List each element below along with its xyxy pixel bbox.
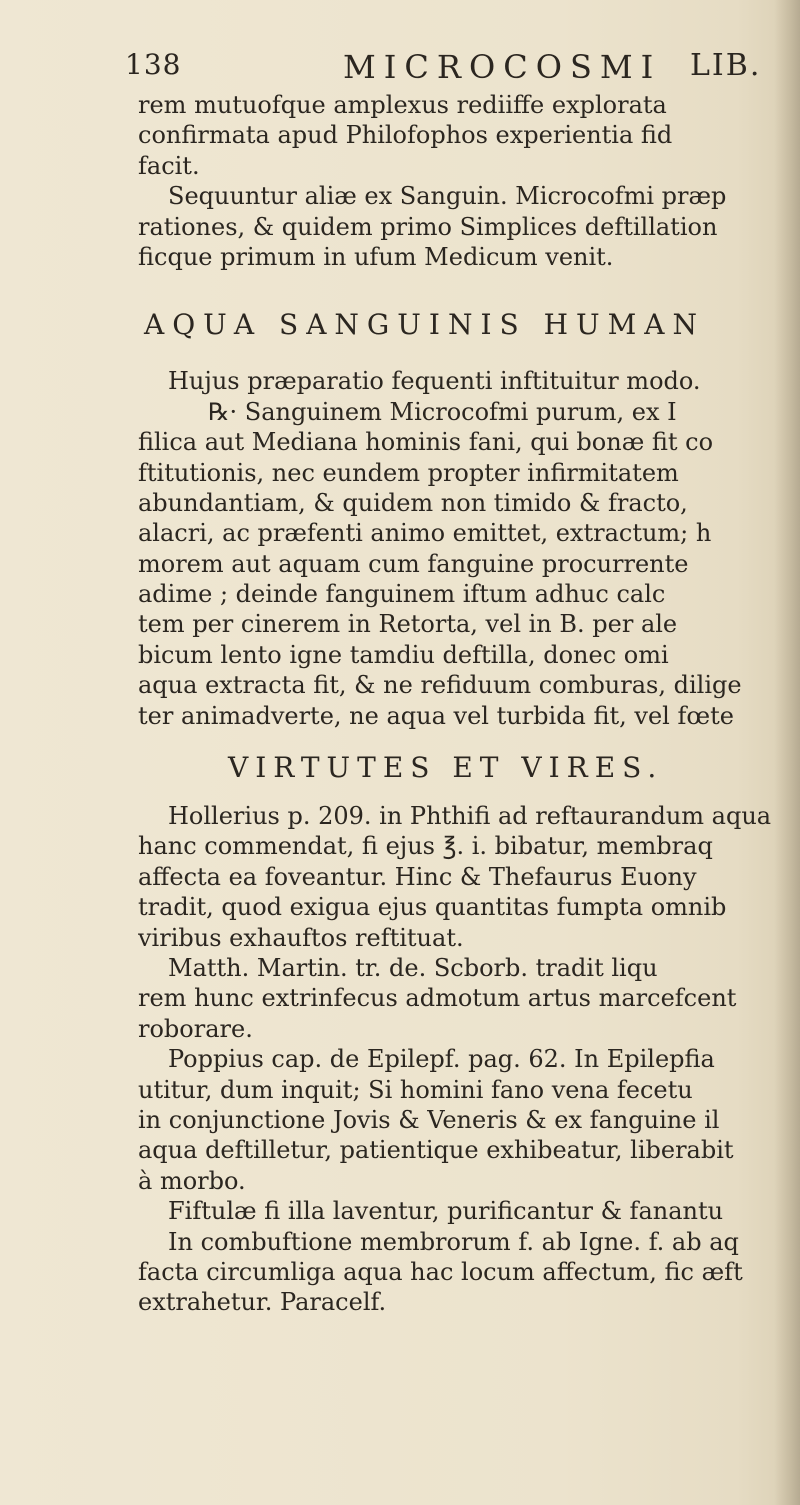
text-line: facta circumliga aqua hac locum affectum, fic æft bbox=[138, 1257, 743, 1286]
running-header bbox=[125, 48, 785, 88]
text-line: ter animadverte, ne aqua vel turbida fit, vel fœte bbox=[138, 701, 734, 730]
text-line: ficque primum in ufum Medicum venit. bbox=[138, 242, 614, 271]
text-line: ℞· Sanguinem Microcofmi purum, ex I bbox=[208, 397, 677, 426]
text-line: adime ; deinde fanguinem iftum adhuc calc bbox=[138, 580, 666, 609]
text-line: viribus exhauftos reftituat. bbox=[138, 923, 464, 952]
text-line: abundantiam, & quidem non timido & fracto, bbox=[138, 488, 688, 517]
text-line: morem aut aquam cum fanguine procurrente bbox=[138, 549, 689, 578]
text-line: tem per cinerem in Retorta, vel in B. per ale bbox=[138, 610, 678, 639]
text-line: Poppius cap. de Epilepf. pag. 62. In Epilepfia bbox=[168, 1045, 715, 1074]
text-line: rem mutuofque amplexus rediiffe explorata bbox=[138, 91, 667, 119]
text-line: rationes, & quidem primo Simplices deftillation bbox=[138, 212, 718, 241]
page-number: 138 bbox=[125, 48, 182, 81]
text-line: In combuftione membrorum f. ab Igne. f. ab aq bbox=[168, 1227, 739, 1256]
text-line: facit. bbox=[138, 151, 200, 180]
text-line: hanc commendat, fi ejus ℥. i. bibatur, membraq bbox=[138, 832, 713, 861]
text-line: confirmata apud Philofophos experientia fid bbox=[138, 121, 673, 150]
text-line: rem hunc extrinfecus admotum artus marcefcent bbox=[138, 984, 737, 1013]
text-line: Hujus præparatio fequenti inftituitur modo. bbox=[168, 367, 701, 396]
text-line: bicum lento igne tamdiu deftilla, donec omi bbox=[138, 640, 669, 669]
text-line: tradit, quod exigua ejus quantitas fumpta omnib bbox=[138, 893, 727, 922]
text-line: aqua deftilletur, patientique exhibeatur, liberabit bbox=[138, 1136, 734, 1165]
text-line: extrahetur. Paracelf. bbox=[138, 1288, 387, 1317]
text-line: in conjunctione Jovis & Veneris & ex fanguine il bbox=[138, 1105, 720, 1134]
text-line: ftitutionis, nec eundem propter infirmitatem bbox=[138, 458, 679, 487]
text-line: roborare. bbox=[138, 1014, 253, 1043]
text-line: Matth. Martin. tr. de. Scborb. tradit liqu bbox=[168, 953, 658, 982]
text-line: Hollerius p. 209. in Phthifi ad reftaurandum aqua bbox=[168, 802, 772, 831]
section-title-virtutes: VIRTUTES ET VIRES. bbox=[228, 751, 664, 785]
book-label: LIB. bbox=[690, 48, 762, 83]
spacer bbox=[138, 352, 788, 366]
text-line: affecta ea foveantur. Hinc & Thefaurus Euony bbox=[138, 862, 697, 891]
section-title-aqua: AQUA SANGUINIS HUMAN bbox=[144, 308, 706, 342]
text-line: filica aut Mediana hominis fani, qui bonæ fit co bbox=[138, 428, 714, 457]
text-line: Sequuntur aliæ ex Sanguin. Microcofmi præp bbox=[168, 182, 727, 211]
page-body bbox=[138, 90, 788, 1318]
text-line: à morbo. bbox=[138, 1166, 246, 1195]
text-line: aqua extracta fit, & ne refiduum comburas, dilige bbox=[138, 671, 742, 700]
spacer bbox=[138, 272, 788, 298]
text-line: alacri, ac præfenti animo emittet, extractum; h bbox=[138, 519, 712, 548]
text-line: Fiftulæ fi illa laventur, purificantur & fanantu bbox=[168, 1197, 724, 1226]
text-line: utitur, dum inquit; Si homini fano vena fecetu bbox=[138, 1075, 693, 1104]
running-head-title: MICROCOSMI bbox=[343, 48, 662, 86]
